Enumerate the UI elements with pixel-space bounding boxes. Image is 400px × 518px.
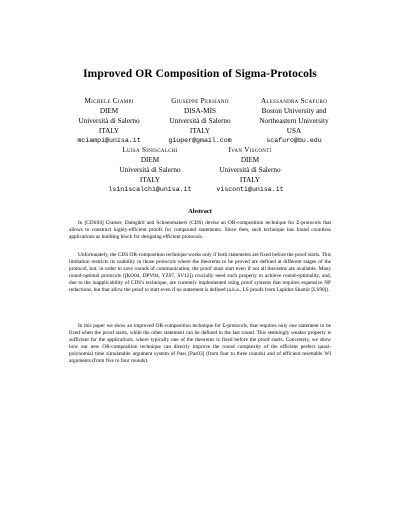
author-dept: Boston University and: [261, 107, 327, 116]
author-dept: DISA-MIS: [184, 107, 216, 116]
author-country: ITALY: [189, 127, 211, 136]
author-country: ITALY: [139, 176, 161, 185]
author-country: ITALY: [98, 127, 120, 136]
author-name: Giuseppe Persiano: [171, 97, 229, 105]
author-name: Luisa Siniscalchi: [122, 146, 178, 154]
author-univ: Northeastern University: [259, 117, 329, 126]
author-univ: Università di Salerno: [169, 117, 231, 126]
author-name: Alessandra Scafuro: [260, 97, 328, 105]
author-dept: DIEM: [140, 156, 160, 165]
author-block: [64, 96, 154, 146]
author-email: visconti@unisa.it: [216, 186, 284, 194]
author-univ: Università di Salerno: [119, 166, 181, 175]
author-dept: DIEM: [240, 156, 260, 165]
author-block: [100, 145, 200, 195]
author-dept: DIEM: [99, 107, 119, 116]
author-name: Ivan Visconti: [228, 146, 272, 154]
author-univ: Università di Salerno: [78, 117, 140, 126]
author-block: [150, 96, 250, 146]
abstract-paragraph: In this paper we show an improved OR-composition technique for Σ-protocols, that requires only one statement to be fixed when the proof starts, while the other statement can be defined in the last round. This seemingly weaker property is sufficient for the applications, where typically one of the theorems is fixed before the proof starts. Concretely, we show how our new OR-composition technique can directly improve the round complexity of the efficient perfect quasi-polynomial time simulatable argument system of Pass [Pas03] (from four to three rounds) and of efficient resettable WI arguments (from five to four rounds).: [69, 323, 331, 364]
author-country: ITALY: [239, 176, 261, 185]
author-email: lsiniscalchi@unisa.it: [108, 186, 192, 194]
author-email: mciampi@unisa.it: [77, 137, 141, 145]
author-block: [200, 145, 300, 195]
author-block: [244, 96, 344, 146]
author-name: Michele Ciampi: [84, 97, 134, 105]
author-univ: Università di Salerno: [219, 166, 281, 175]
author-email: scafuro@bu.edu: [266, 137, 322, 145]
abstract-paragraph: In [CDS94] Cramer, Damgård and Schoenmakers (CDS) devise an OR-composition technique for Σ-protocols that allows to construct highly-efficient proofs for compound statements. Since then, such technique has found countless applications as building block for designing efficient protocols.: [69, 220, 331, 240]
abstract-paragraph: Unfortunately, the CDS OR-composition technique works only if both statements are fixed before the proof starts. This limitation restricts its usability in those protocols where the theorems to be proved are defined at different stages of the protocol, but, in order to save rounds of communication, the proof must start even if not all theorems are available. Many round-optimal protocols ([KO04, DPV04, YZ07, SV12]) crucially need such property to achieve round-optimality, and, due to the inapplicability of CDS's technique, are currently implemented using proof systems that requires expensive NP reductions, but that allow the proof to start even if no statement is defined (a.k.a., LS proofs from Lapidot-Shamir [LS90]).: [69, 252, 331, 293]
paper-title: Improved OR Composition of Sigma-Protocols: [83, 68, 317, 80]
author-email: giuper@gmail.com: [168, 137, 232, 145]
abstract-heading: Abstract: [188, 208, 212, 215]
author-country: USA: [286, 127, 302, 136]
